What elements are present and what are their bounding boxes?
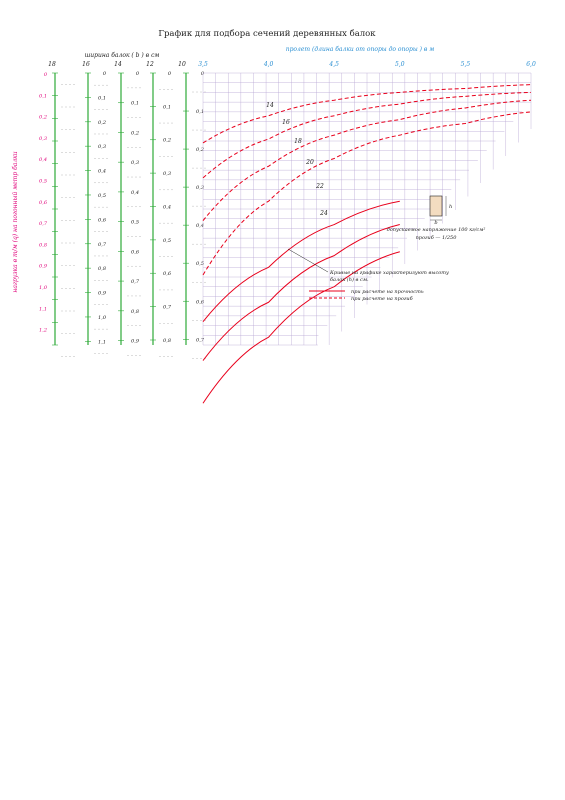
legend-solid-label: при расчете на прочность — [351, 289, 424, 295]
scale-tick-label: 0,6 — [163, 271, 171, 278]
scale-tick-label: 0 — [135, 71, 139, 77]
span-tick-label: 3,5 — [198, 61, 208, 68]
span-tick-label: 4,0 — [263, 61, 274, 68]
legend — [309, 289, 424, 302]
scale-tick-label: 0,3 — [98, 144, 106, 151]
width-value-18: 18 — [48, 61, 56, 68]
load-tick-label: 1,0 — [39, 285, 47, 291]
span-tick-label: 4,5 — [329, 61, 339, 68]
width-value-14: 14 — [114, 61, 122, 68]
scale-tick-label: 0,9 — [98, 290, 106, 297]
scale-tick-label: 0 — [167, 71, 171, 77]
scale-tick-label: 0,6 — [131, 249, 139, 256]
load-tick-label: 1,2 — [39, 327, 47, 334]
load-tick-label: 0,8 — [39, 242, 47, 249]
curve-22 — [203, 201, 400, 321]
scale-tick-label: 0,2 — [196, 147, 204, 154]
curve-label-18: 18 — [294, 138, 302, 145]
span-axis-ticks — [198, 61, 536, 68]
scale-tick-label: 0,3 — [131, 160, 139, 167]
span-tick-label: 6,0 — [526, 61, 536, 68]
scale-tick-label: 0,7 — [196, 337, 204, 344]
curve-label-20: 20 — [306, 159, 314, 166]
load-tick-label: 0,5 — [39, 178, 47, 185]
width-values — [48, 61, 186, 68]
scale-tick-label: 0,1 — [196, 109, 204, 116]
width-value-16: 16 — [82, 61, 90, 68]
width-label: b — [434, 220, 438, 226]
scale-tick-label: 0,7 — [163, 304, 171, 311]
stress-note: допускаемое напряжение 100 кг/см² — [386, 227, 486, 233]
width-scales — [52, 71, 208, 358]
load-tick-label: 0,9 — [39, 263, 47, 270]
scale-tick-label: 0,4 — [131, 189, 139, 196]
scale-tick-label: 0,5 — [98, 192, 106, 199]
scale-tick-label: 0 — [102, 71, 106, 77]
width-value-12: 12 — [146, 61, 154, 68]
load-tick-label: 0 — [43, 72, 47, 78]
span-tick-label: 5,0 — [395, 61, 405, 68]
scale-tick-label: 0,6 — [98, 217, 106, 224]
load-tick-label: 0,3 — [39, 135, 47, 142]
scale-tick-label: 0,8 — [98, 266, 106, 273]
scale-tick-label: 0,3 — [196, 185, 204, 192]
scale-tick-label: 0,3 — [163, 171, 171, 178]
section-sketch — [387, 196, 486, 241]
scale-tick-label: 0,5 — [196, 261, 204, 268]
legend-dashed-label: при расчете на прогиб — [351, 296, 413, 302]
width-axis-label: ширина балок ( b ) в см — [84, 52, 160, 59]
beam-section-rect — [430, 196, 442, 216]
load-axis-ticks — [39, 72, 48, 334]
chart-title: График для подбора сечений деревянных балок — [158, 29, 376, 39]
scale-tick-label: 0,2 — [98, 119, 106, 126]
scale-tick-label: 0,1 — [98, 95, 106, 102]
width-value-10: 10 — [178, 61, 186, 68]
curve-label-16: 16 — [282, 119, 290, 126]
scale-tick-label: 0,4 — [98, 168, 106, 175]
scale-tick-label: 0,4 — [196, 223, 204, 230]
load-tick-label: 0,6 — [39, 199, 47, 206]
scale-tick-label: 0,2 — [163, 137, 171, 144]
span-axis-label: пролет (длина балки от опоры до опоры ) в м — [285, 46, 435, 53]
scale-tick-label: 0,5 — [163, 237, 171, 244]
height-label: h — [449, 204, 453, 210]
scale-tick-label: 0,7 — [98, 241, 106, 248]
scale-tick-label: 0,8 — [163, 337, 171, 344]
scale-tick-label: 1,0 — [98, 314, 106, 321]
scale-tick-label: 0,2 — [131, 130, 139, 137]
load-tick-label: 0,2 — [39, 114, 47, 121]
scale-tick-label: 0,6 — [196, 299, 204, 306]
curve-label-22: 22 — [316, 183, 324, 190]
scale-tick-label: 1,1 — [98, 339, 106, 346]
load-tick-label: 0,1 — [39, 93, 47, 100]
load-tick-label: 0,7 — [39, 221, 47, 228]
scale-tick-label: 0,5 — [131, 219, 139, 226]
scale-tick-label: 0,1 — [163, 104, 171, 111]
load-axis-label: нагрузка в т/м (q) на погонный метр балки — [12, 151, 19, 293]
curve-label-24: 24 — [320, 210, 328, 217]
deflection-note: прогиб — 1/250 — [415, 235, 457, 241]
scale-tick-label: 0,8 — [131, 308, 139, 315]
load-tick-label: 1,1 — [39, 306, 47, 313]
curve-label-14: 14 — [266, 102, 274, 109]
scale-tick-label: 0,1 — [131, 100, 139, 107]
scale-tick-label: 0,4 — [163, 204, 171, 211]
scale-tick-label: 0,7 — [131, 279, 139, 286]
scale-tick-label: 0 — [200, 71, 204, 77]
load-tick-label: 0,4 — [39, 157, 47, 164]
annotation-text: Кривые на графике характеризуют высоту балок (h) в см. — [330, 270, 449, 283]
scale-tick-label: 0,9 — [131, 338, 139, 345]
span-tick-label: 5,5 — [460, 61, 471, 68]
